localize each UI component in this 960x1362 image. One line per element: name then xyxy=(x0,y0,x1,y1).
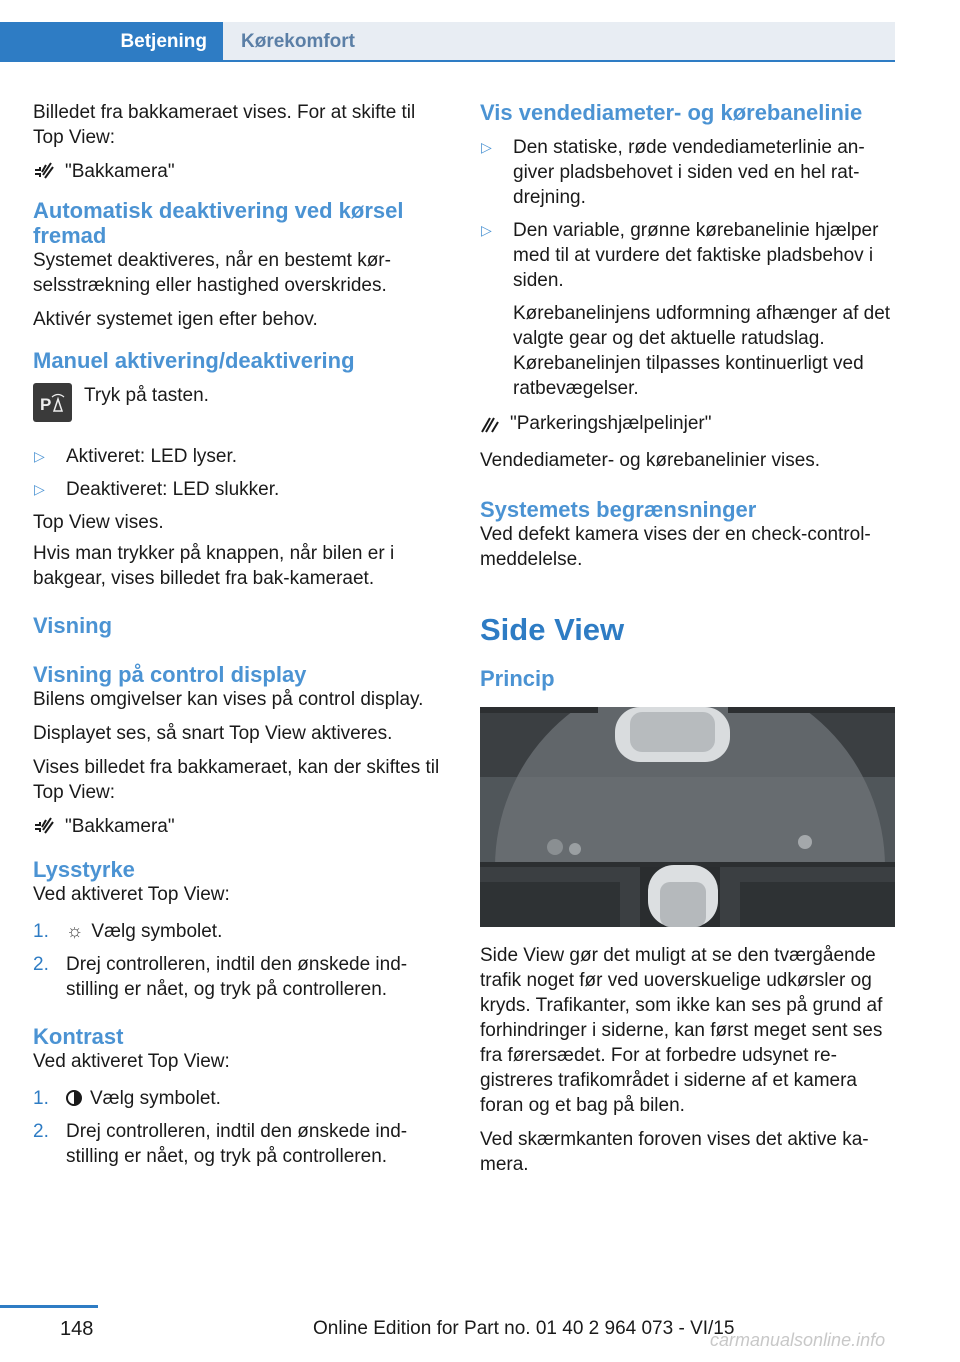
menu-label: "Bakkamera" xyxy=(65,161,175,182)
paragraph: Tryk på tasten. xyxy=(84,385,209,406)
camera-icon xyxy=(33,161,55,183)
lines-list xyxy=(480,135,895,401)
heading-limitations: Systemets begrænsninger xyxy=(480,497,757,522)
heading-side-view: Side View xyxy=(480,612,625,647)
heading-auto-deactivation: Automatisk deaktivering ved kørsel fremad xyxy=(33,198,404,248)
camera-icon xyxy=(33,816,55,838)
header-tabs xyxy=(0,22,895,62)
paragraph: Side View gør det muligt at se den tværgående trafik noget før ved uoverskuelige udkørsler og kryds. Trafikanter, som ikke kan ses på grund af forhindringer i siderne, kan først meget sent ses fra førersædet. For at forbedre udsynet re-gistreres trafikområdet i siderne af et kamera foran og et bag på bilen. xyxy=(480,945,883,1116)
watermark: carmanualsonline.info xyxy=(710,1330,886,1350)
parking-lines-icon xyxy=(480,414,500,434)
paragraph: Kørebanelinjens udformning afhænger af det valgte gear og det aktuelle ratudslag. Kørebanelinjen tilpasses kontinuerligt ved ratbevægelser. xyxy=(513,303,891,399)
footer-accent-line xyxy=(0,1305,98,1308)
paragraph: Top View vises. xyxy=(33,512,164,533)
button-instruction xyxy=(33,383,443,422)
menu-item-rear-camera xyxy=(33,814,443,839)
menu-item-parking-lines xyxy=(480,411,895,436)
list-item: ▷ Deaktiveret: LED slukker. xyxy=(34,479,280,500)
heading-manual: Manuel aktivering/deaktivering xyxy=(33,348,355,373)
triangle-bullet-icon: ▷ xyxy=(481,222,492,238)
page-number: 148 xyxy=(60,1318,94,1340)
paragraph: Vises billedet fra bakkameraet, kan der skiftes til Top View: xyxy=(33,757,440,803)
list-item: 1. Vælg symbolet. xyxy=(33,1088,221,1109)
list-item: 2. Drej controlleren, indtil den ønskede ind-stilling er nået, og tryk på controlleren. xyxy=(33,954,408,1000)
contrast-icon xyxy=(66,1090,82,1106)
park-assist-button-icon xyxy=(33,383,72,422)
menu-item-rear-camera xyxy=(33,159,443,184)
svg-text:P: P xyxy=(39,394,51,414)
footer-edition: Online Edition for Part no. 01 40 2 964 073 - VI/15 xyxy=(313,1318,735,1339)
list-item: ▷ Aktiveret: LED lyser. xyxy=(34,446,238,467)
list-item: ▷ Den variable, grønne kørebanelinie hjælper med til at vurdere det faktiske pladsbehov i siden. Kørebanelinjens udformning afhænger af det valgte gear og det aktuelle ratudslag. Kørebanelinjen tilpasses kontinuerligt ved ratbevægelser. xyxy=(480,218,895,401)
menu-label: "Parkeringshjælpelinjer" xyxy=(510,413,712,434)
paragraph: Ved aktiveret Top View: xyxy=(33,884,230,905)
list-item: ▷ Den statiske, røde vendediameterlinie an-giver pladsbehovet i siden ved en hel rat-drejning. xyxy=(481,137,865,208)
heading-visning: Visning xyxy=(33,613,113,638)
heading-turn-diameter: Vis vendediameter- og kørebanelinie xyxy=(480,100,863,125)
heading-contrast: Kontrast xyxy=(33,1024,124,1049)
brightness-steps xyxy=(33,919,443,1002)
contrast-steps xyxy=(33,1086,443,1169)
heading-control-display: Visning på control display xyxy=(33,662,307,687)
paragraph: Ved skærmkanten foroven vises det aktive ka-mera. xyxy=(480,1129,869,1175)
header-divider xyxy=(0,60,895,62)
paragraph: Vendediameter- og kørebanelinier vises. xyxy=(480,450,821,471)
tab-betjening[interactable]: Betjening xyxy=(0,22,223,62)
triangle-bullet-icon: ▷ xyxy=(481,139,492,155)
menu-label: "Bakkamera" xyxy=(65,816,175,837)
paragraph: Systemet deaktiveres, når en bestemt kør-selsstrækning eller hastighed overskrides. xyxy=(33,250,391,296)
right-column xyxy=(480,100,895,1177)
paragraph: Bilens omgivelser kan vises på control display. xyxy=(33,689,424,710)
list-item: 1. ☼ Vælg symbolet. xyxy=(33,921,223,942)
paragraph: Billedet fra bakkameraet vises. For at skifte til Top View: xyxy=(33,102,416,148)
paragraph: Ved aktiveret Top View: xyxy=(33,1051,230,1072)
paragraph: Aktivér systemet igen efter behov. xyxy=(33,309,318,330)
led-list xyxy=(33,444,443,502)
triangle-bullet-icon: ▷ xyxy=(34,448,45,464)
paragraph: Displayet ses, så snart Top View aktiveres. xyxy=(33,723,393,744)
heading-principle: Princip xyxy=(480,666,555,691)
paragraph: Ved defekt kamera vises der en check-control-meddelelse. xyxy=(480,524,871,570)
list-item: 2. Drej controlleren, indtil den ønskede ind-stilling er nået, og tryk på controlleren. xyxy=(33,1121,408,1167)
triangle-bullet-icon: ▷ xyxy=(34,481,45,497)
heading-brightness: Lysstyrke xyxy=(33,857,135,882)
left-column xyxy=(33,100,443,1169)
tab-korekomfort[interactable]: Kørekomfort xyxy=(223,22,895,62)
paragraph: Hvis man trykker på knappen, når bilen er i bakgear, vises billedet fra bak-kameraet. xyxy=(33,543,395,589)
sun-icon: ☼ xyxy=(66,921,84,942)
side-view-illustration xyxy=(480,707,895,927)
